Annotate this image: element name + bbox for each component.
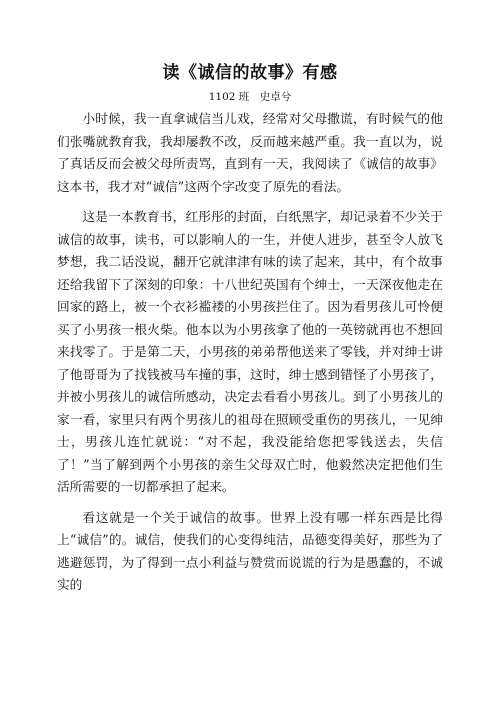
paragraph: 这是一本教育书，红彤彤的封面，白纸黑字，却记录着不少关于诚信的故事，读书，可以影响人的一生，并使人进步，甚至令人放飞梦想，我二话没说，翻开它就津津有味的读了起来，其中，有个故事还给我留下了深刻的印象：十八世纪英国有个绅士，一天深夜他走在回家的路上，被一个衣衫褴褛的小男孩拦住了。因为看男孩儿可怜便买了小男孩一根火柴。他本以为小男孩拿了他的一英镑就再也不想回来找零了。于是第二天，小男孩的弟弟帮他送来了零钱，并对绅士讲了他哥哥为了找钱被马车撞的事，这时，绅士感到错怪了小男孩了，并被小男孩儿的诚信所感动，决定去看看小男孩儿。到了小男孩儿的家一看，家里只有两个男孩儿的祖母在照顾受重伤的男孩儿，一见绅士，男孩儿连忙就说：“对不起，我没能给您把零钱送去，失信了！”当了解到两个小男孩的亲生父母双亡时，他毅然决定把他们生活所需要的一切都承担了起来。 (57, 209, 443, 494)
paragraph: 看这就是一个关于诚信的故事。世界上没有哪一样东西是比得上“诚信”的。诚信，使我们的心变得纯洁，品德变得美好，那些为了逃避惩罚，为了得到一点小利益与赞赏而说谎的行为是愚蠢的，不诚实的 (57, 509, 443, 592)
author-line: 1102 班 史卓兮 (208, 91, 292, 103)
document-body (57, 108, 443, 597)
document-title: 读《诚信的故事》有感 (162, 63, 338, 83)
paragraph: 小时候，我一直拿诚信当儿戏，经常对父母撒谎，有时候气的他们张嘴就教育我，我却屡教不改，反而越来越严重。我一直以为，说了真话反而会被父母所责骂，直到有一天，我阅读了《诚信的故事》这本书，我才对“诚信”这两个字改变了原先的看法。 (57, 111, 443, 194)
